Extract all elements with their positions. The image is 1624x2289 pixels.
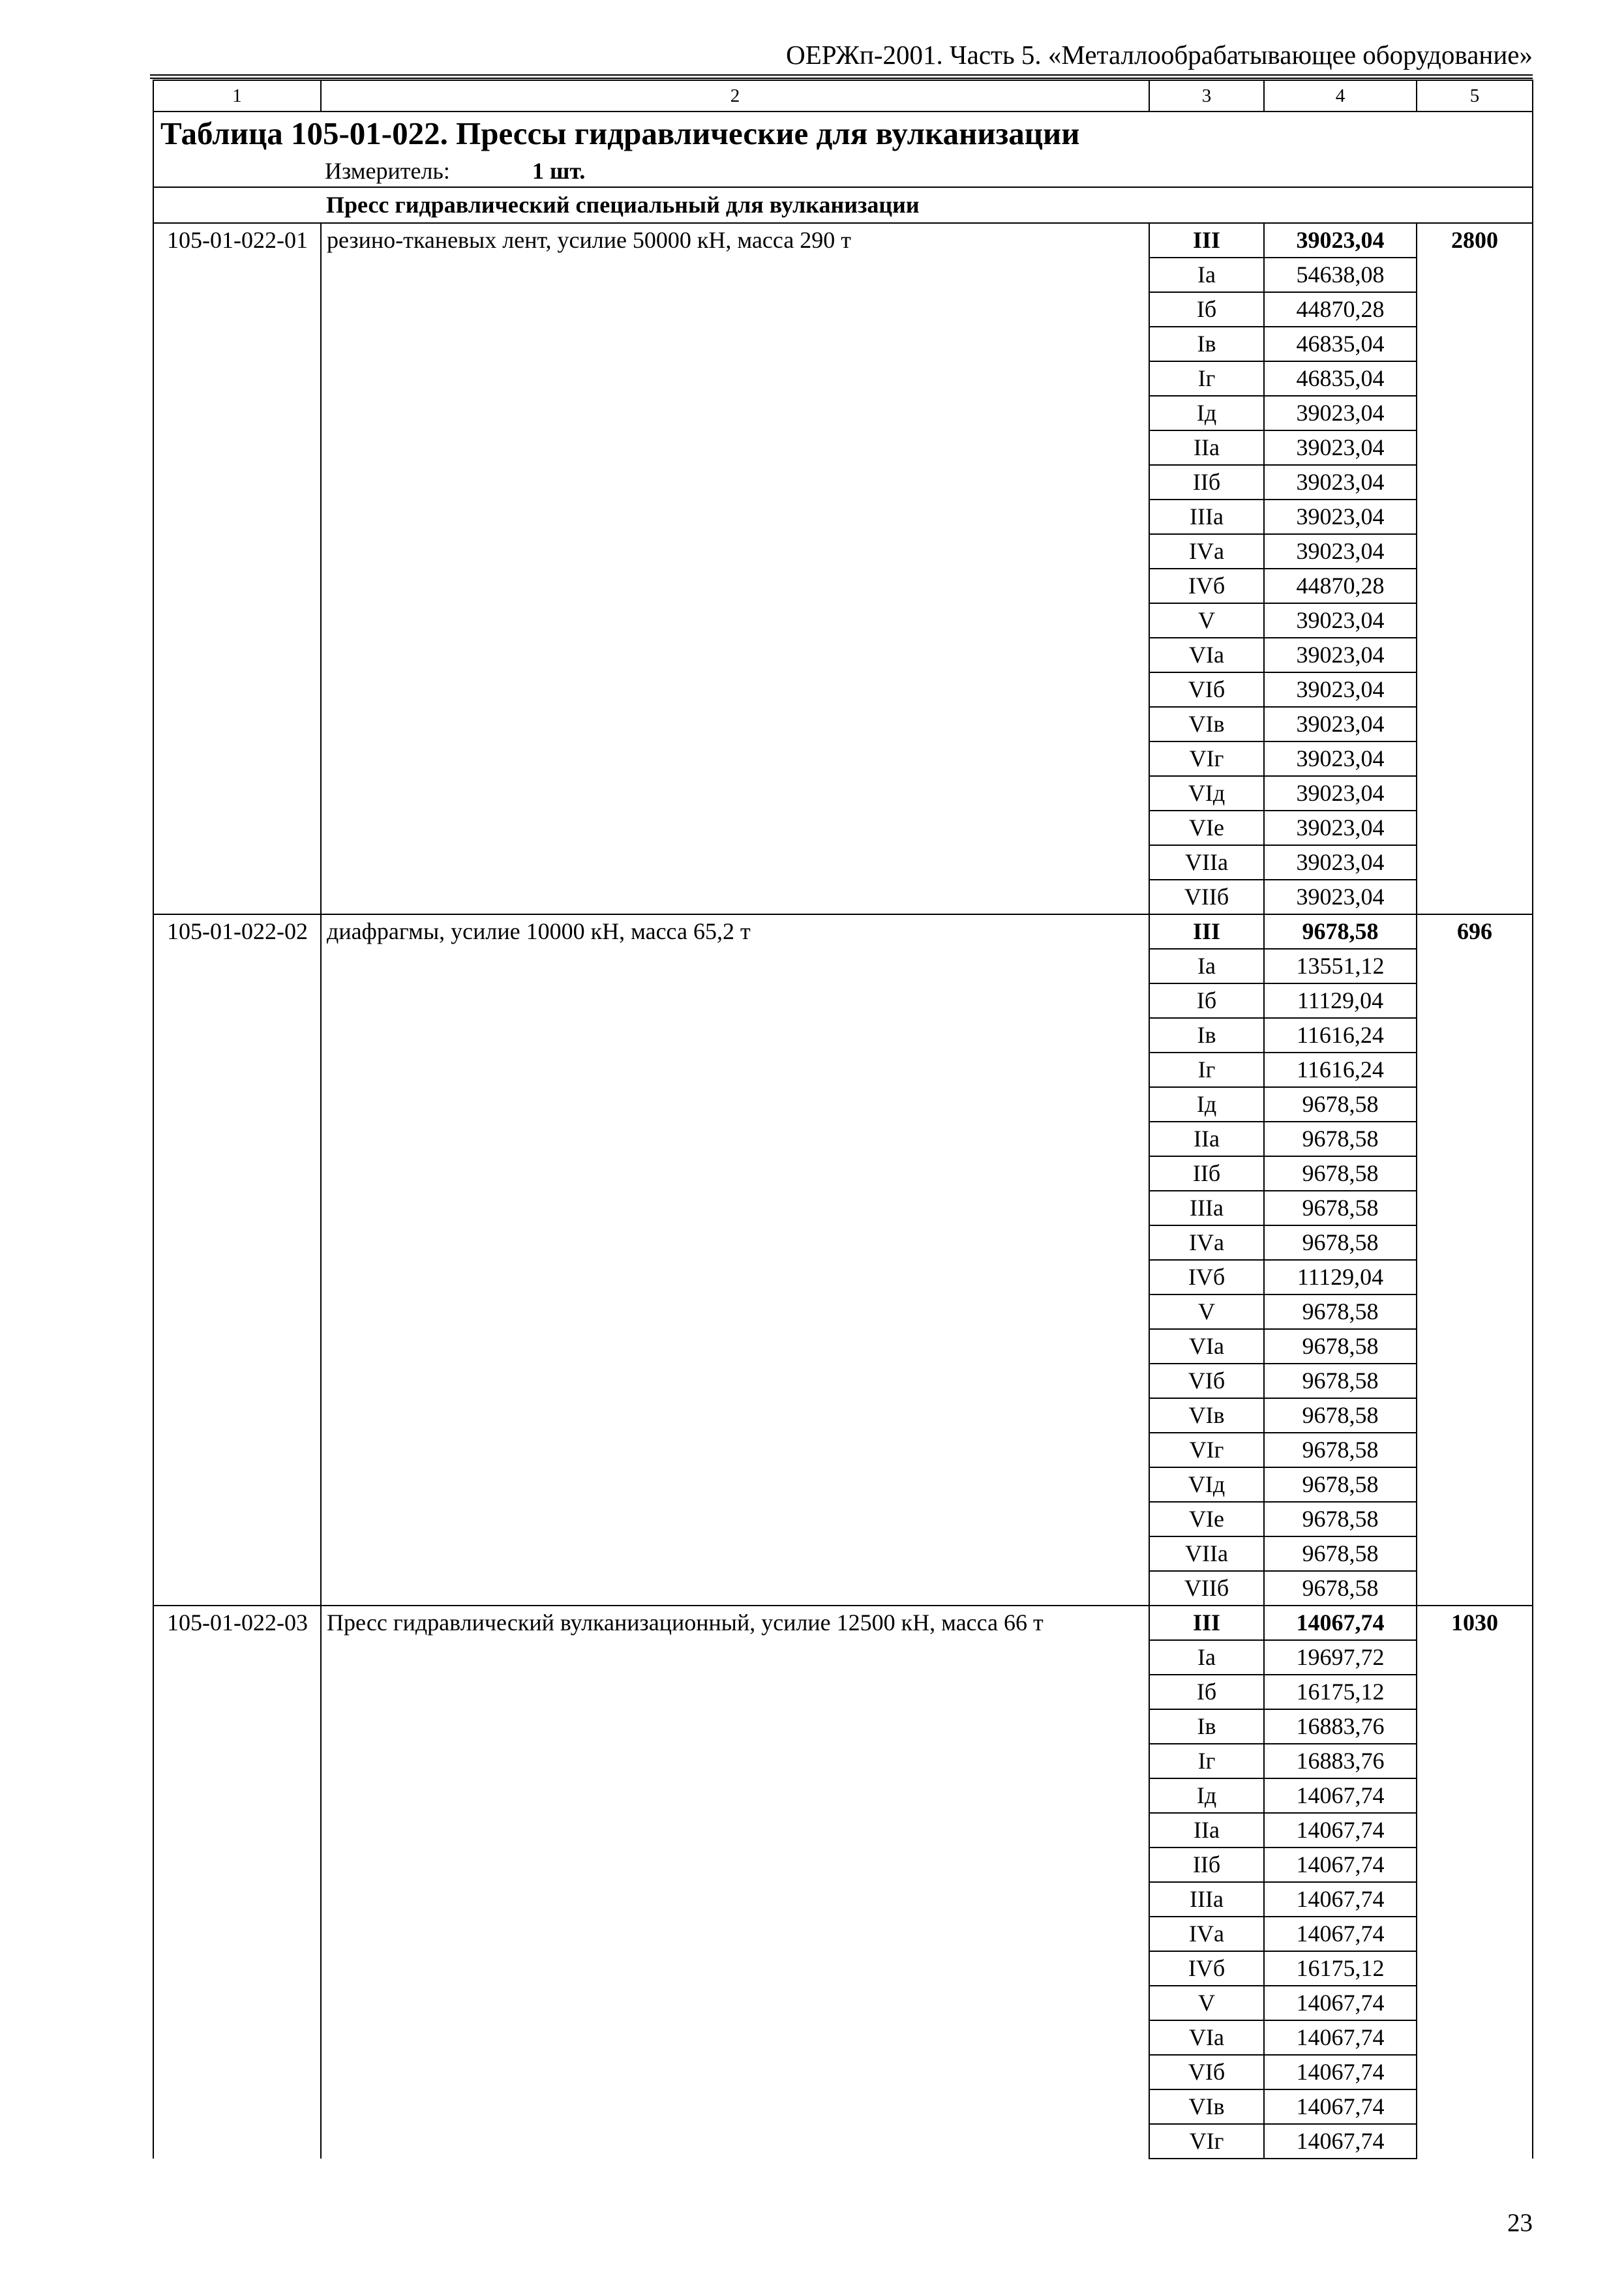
price-cell: 14067,74 <box>1264 2055 1417 2089</box>
price-cell: 9678,58 <box>1264 1398 1417 1433</box>
price-cell: 39023,04 <box>1264 638 1417 672</box>
price-table <box>153 80 1533 2159</box>
price-cell: 39023,04 <box>1264 223 1417 258</box>
zone-cell: VIб <box>1149 2055 1264 2089</box>
zone-cell: IIб <box>1149 465 1264 500</box>
zone-cell: VIа <box>1149 638 1264 672</box>
zone-cell: VIIа <box>1149 1536 1264 1571</box>
table-body <box>153 80 1533 2159</box>
zone-cell: III <box>1149 1606 1264 1640</box>
running-header: ОЕРЖп-2001. Часть 5. «Металлообрабатывающее оборудование» <box>786 40 1533 70</box>
price-cell: 44870,28 <box>1264 569 1417 603</box>
zone-cell: IIа <box>1149 1122 1264 1156</box>
zone-cell: Iд <box>1149 1087 1264 1122</box>
price-cell: 14067,74 <box>1264 2089 1417 2124</box>
zone-cell: VIб <box>1149 1364 1264 1398</box>
price-cell: 14067,74 <box>1264 1882 1417 1917</box>
price-cell: 14067,74 <box>1264 2020 1417 2055</box>
zone-cell: III <box>1149 223 1264 258</box>
price-cell: 14067,74 <box>1264 1778 1417 1813</box>
table-row <box>153 914 1533 949</box>
zone-cell: VIг <box>1149 2124 1264 2159</box>
price-cell: 39023,04 <box>1264 880 1417 914</box>
zone-cell: Iг <box>1149 1053 1264 1087</box>
price-cell: 16175,12 <box>1264 1675 1417 1709</box>
price-cell: 14067,74 <box>1264 2124 1417 2159</box>
zone-cell: VIIа <box>1149 845 1264 880</box>
zone-cell: VIе <box>1149 811 1264 845</box>
price-cell: 16883,76 <box>1264 1709 1417 1744</box>
price-cell: 39023,04 <box>1264 776 1417 811</box>
column-number: 2 <box>321 80 1149 112</box>
zone-cell: Iг <box>1149 361 1264 396</box>
zone-cell: IVб <box>1149 1260 1264 1294</box>
zone-cell: IVа <box>1149 1917 1264 1951</box>
zone-cell: VIг <box>1149 1433 1264 1467</box>
item-description: диафрагмы, усилие 10000 кН, масса 65,2 т <box>321 914 1149 1606</box>
price-cell: 46835,04 <box>1264 361 1417 396</box>
price-cell: 11129,04 <box>1264 1260 1417 1294</box>
weight-cell: 1030 <box>1417 1606 1533 2159</box>
zone-cell: VIв <box>1149 2089 1264 2124</box>
zone-cell: IIа <box>1149 1813 1264 1848</box>
section-row <box>153 187 1533 223</box>
zone-cell: VIд <box>1149 776 1264 811</box>
zone-cell: IVа <box>1149 1225 1264 1260</box>
price-cell: 39023,04 <box>1264 500 1417 534</box>
price-cell: 9678,58 <box>1264 1191 1417 1225</box>
zone-cell: Iб <box>1149 983 1264 1018</box>
price-cell: 39023,04 <box>1264 430 1417 465</box>
price-cell: 39023,04 <box>1264 534 1417 569</box>
price-cell: 9678,58 <box>1264 914 1417 949</box>
column-number: 4 <box>1264 80 1417 112</box>
zone-cell: Iа <box>1149 949 1264 983</box>
measure-label: Измеритель: <box>325 158 450 184</box>
zone-cell: IIб <box>1149 1848 1264 1882</box>
price-cell: 9678,58 <box>1264 1294 1417 1329</box>
zone-cell: V <box>1149 1294 1264 1329</box>
price-cell: 14067,74 <box>1264 1986 1417 2020</box>
zone-cell: Iд <box>1149 396 1264 430</box>
zone-cell: Iв <box>1149 1018 1264 1053</box>
zone-cell: Iб <box>1149 292 1264 327</box>
zone-cell: Iа <box>1149 1640 1264 1675</box>
measure-cell <box>153 155 1533 187</box>
zone-cell: VIв <box>1149 1398 1264 1433</box>
zone-cell: Iд <box>1149 1778 1264 1813</box>
price-cell: 14067,74 <box>1264 1917 1417 1951</box>
price-cell: 39023,04 <box>1264 811 1417 845</box>
price-cell: 39023,04 <box>1264 396 1417 430</box>
zone-cell: VIб <box>1149 672 1264 707</box>
price-cell: 11129,04 <box>1264 983 1417 1018</box>
zone-cell: Iб <box>1149 1675 1264 1709</box>
section-title: Пресс гидравлический специальный для вулканизации <box>153 187 1533 223</box>
zone-cell: Iв <box>1149 1709 1264 1744</box>
price-cell: 39023,04 <box>1264 603 1417 638</box>
price-cell: 39023,04 <box>1264 465 1417 500</box>
price-cell: 16175,12 <box>1264 1951 1417 1986</box>
zone-cell: VIа <box>1149 1329 1264 1364</box>
zone-cell: IVб <box>1149 569 1264 603</box>
page-number: 23 <box>1507 2209 1533 2237</box>
zone-cell: VIг <box>1149 741 1264 776</box>
price-cell: 9678,58 <box>1264 1364 1417 1398</box>
price-cell: 11616,24 <box>1264 1053 1417 1087</box>
price-cell: 9678,58 <box>1264 1329 1417 1364</box>
column-number: 1 <box>153 80 321 112</box>
item-description: Пресс гидравлический вулканизационный, усилие 12500 кН, масса 66 т <box>321 1606 1149 2159</box>
table-title: Таблица 105-01-022. Прессы гидравлические для вулканизации <box>153 112 1533 155</box>
price-cell: 11616,24 <box>1264 1018 1417 1053</box>
table-row <box>153 1606 1533 1640</box>
price-cell: 9678,58 <box>1264 1087 1417 1122</box>
price-cell: 9678,58 <box>1264 1433 1417 1467</box>
column-number-row <box>153 80 1533 112</box>
zone-cell: VIа <box>1149 2020 1264 2055</box>
item-code: 105-01-022-01 <box>153 223 321 914</box>
table-row <box>153 223 1533 258</box>
price-cell: 9678,58 <box>1264 1502 1417 1536</box>
zone-cell: Iа <box>1149 258 1264 292</box>
table-title-row <box>153 112 1533 155</box>
zone-cell: VIIб <box>1149 1571 1264 1606</box>
price-cell: 9678,58 <box>1264 1467 1417 1502</box>
zone-cell: IIIа <box>1149 1191 1264 1225</box>
measure-value: 1 шт. <box>532 158 586 184</box>
zone-cell: Iв <box>1149 327 1264 361</box>
price-cell: 14067,74 <box>1264 1813 1417 1848</box>
column-number: 5 <box>1417 80 1533 112</box>
column-number: 3 <box>1149 80 1264 112</box>
price-cell: 39023,04 <box>1264 845 1417 880</box>
price-cell: 19697,72 <box>1264 1640 1417 1675</box>
weight-cell: 2800 <box>1417 223 1533 914</box>
zone-cell: VIе <box>1149 1502 1264 1536</box>
price-cell: 9678,58 <box>1264 1156 1417 1191</box>
price-cell: 14067,74 <box>1264 1848 1417 1882</box>
zone-cell: VIд <box>1149 1467 1264 1502</box>
price-cell: 46835,04 <box>1264 327 1417 361</box>
zone-cell: IIб <box>1149 1156 1264 1191</box>
price-cell: 9678,58 <box>1264 1571 1417 1606</box>
zone-cell: IVа <box>1149 534 1264 569</box>
zone-cell: VIв <box>1149 707 1264 741</box>
price-cell: 39023,04 <box>1264 741 1417 776</box>
zone-cell: IIа <box>1149 430 1264 465</box>
zone-cell: IVб <box>1149 1951 1264 1986</box>
zone-cell: V <box>1149 1986 1264 2020</box>
price-cell: 13551,12 <box>1264 949 1417 983</box>
price-cell: 14067,74 <box>1264 1606 1417 1640</box>
item-code: 105-01-022-02 <box>153 914 321 1606</box>
weight-cell: 696 <box>1417 914 1533 1606</box>
zone-cell: Iг <box>1149 1744 1264 1778</box>
zone-cell: VIIб <box>1149 880 1264 914</box>
zone-cell: III <box>1149 914 1264 949</box>
zone-cell: IIIа <box>1149 1882 1264 1917</box>
price-cell: 9678,58 <box>1264 1536 1417 1571</box>
price-cell: 16883,76 <box>1264 1744 1417 1778</box>
price-cell: 54638,08 <box>1264 258 1417 292</box>
item-code: 105-01-022-03 <box>153 1606 321 2159</box>
price-cell: 44870,28 <box>1264 292 1417 327</box>
zone-cell: IIIа <box>1149 500 1264 534</box>
price-cell: 39023,04 <box>1264 707 1417 741</box>
zone-cell: V <box>1149 603 1264 638</box>
price-cell: 9678,58 <box>1264 1225 1417 1260</box>
item-description: резино-тканевых лент, усилие 50000 кН, масса 290 т <box>321 223 1149 914</box>
price-cell: 9678,58 <box>1264 1122 1417 1156</box>
price-cell: 39023,04 <box>1264 672 1417 707</box>
measure-row <box>153 155 1533 187</box>
header-rule <box>150 74 1533 79</box>
